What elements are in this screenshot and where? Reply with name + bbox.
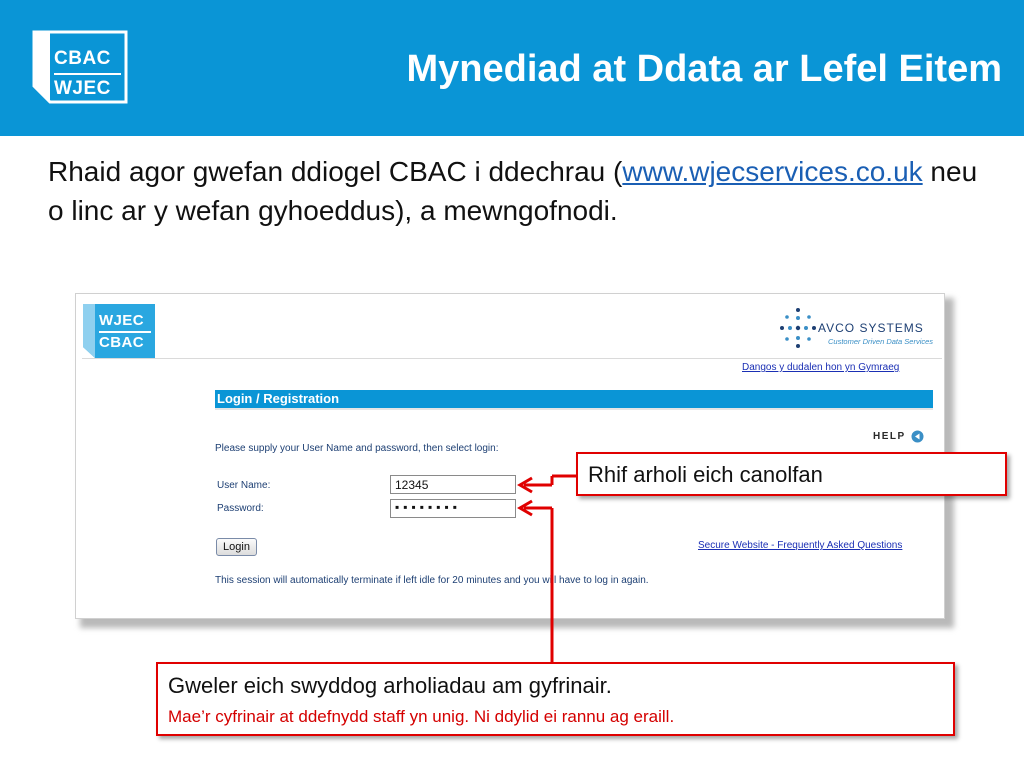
wjec-cbac-logo: [82, 303, 156, 359]
logo-text-wjec: WJEC: [54, 78, 111, 99]
avco-dots-icon: [778, 306, 818, 352]
faq-link[interactable]: Secure Website - Frequently Asked Questions: [698, 540, 903, 551]
password-callout-warning: Mae’r cyfrinair at ddefnydd staff yn unig. Ni ddylid ei rannu ag eraill.: [168, 707, 675, 726]
intro-text-end: neu o linc ar y wefan gyhoeddus), a mewngofnodi.: [48, 156, 978, 226]
login-instruction: Please supply your User Name and password, then select login:: [215, 443, 499, 454]
slide-header: [0, 0, 1024, 136]
wjec-services-link[interactable]: www.wjecservices.co.uk: [622, 156, 923, 187]
centre-number-callout: [576, 452, 1007, 496]
wjec-logo-divider: [99, 331, 151, 333]
avco-tagline: Customer Driven Data Services: [828, 337, 934, 346]
login-button[interactable]: Login: [216, 538, 257, 556]
logo-divider: [54, 73, 121, 75]
wjec-logo-text: WJEC: [99, 312, 144, 329]
help-arrow-icon: [911, 430, 924, 443]
session-timeout-note: This session will automatically terminate if left idle for 20 minutes and you will have to log in again.: [215, 575, 649, 586]
intro-paragraph: [48, 152, 998, 230]
password-callout-text: Gweler eich swyddog arholiadau am gyfrinair.: [168, 673, 612, 698]
login-section-title: Login / Registration: [217, 391, 340, 406]
login-section-header: [215, 390, 933, 408]
password-callout: [156, 662, 955, 736]
cbac-logo-text: CBAC: [99, 334, 144, 351]
password-input[interactable]: ▪▪▪▪▪▪▪▪: [390, 499, 516, 518]
login-header-underline: [215, 408, 933, 410]
username-input[interactable]: 12345: [390, 475, 516, 494]
avco-systems-logo: [778, 306, 945, 354]
avco-name: AVCO SYSTEMS: [818, 321, 924, 335]
welsh-language-link[interactable]: Dangos y dudalen hon yn Gymraeg: [742, 362, 900, 373]
username-label: User Name:: [217, 480, 271, 491]
cbac-wjec-logo: [32, 30, 128, 106]
slide-title: Mynediad at Ddata ar Lefel Eitem: [406, 48, 1002, 90]
centre-number-callout-text: Rhif arholi eich canolfan: [588, 462, 823, 487]
header-divider: [82, 358, 942, 359]
logo-text-cbac: CBAC: [54, 48, 111, 69]
intro-text-start: Rhaid agor gwefan ddiogel CBAC i ddechrau (: [48, 156, 623, 187]
help-label: HELP: [873, 431, 906, 443]
help-button[interactable]: [873, 428, 924, 442]
password-label: Password:: [217, 503, 264, 514]
